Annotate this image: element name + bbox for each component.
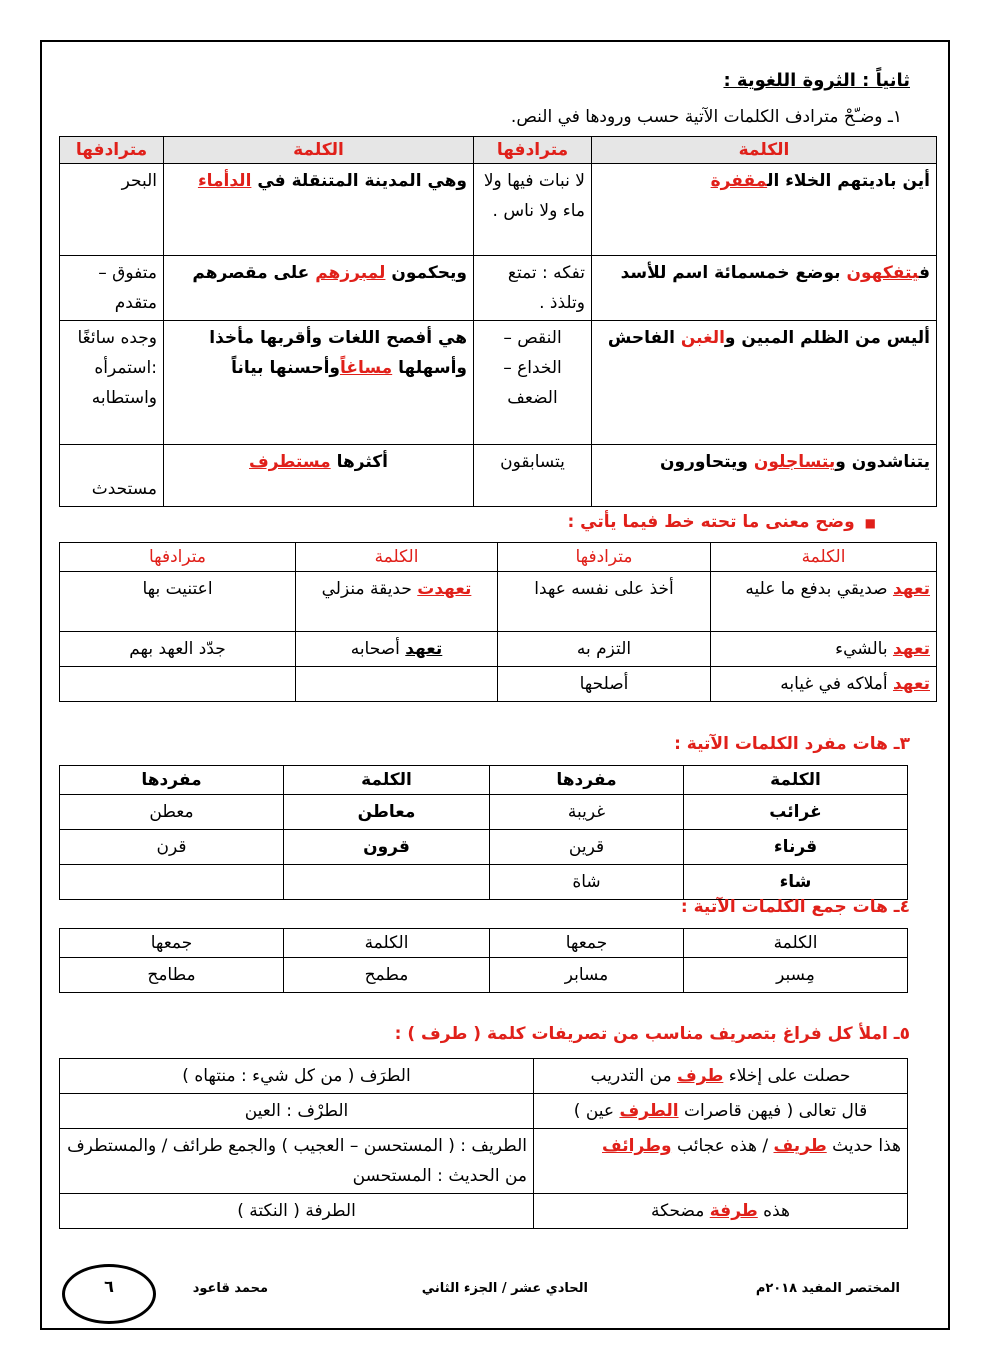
q3-singular-cell: غريبة <box>490 795 684 830</box>
q2-header-synonym: مترادفها <box>60 543 296 572</box>
bullet-icon: ■ <box>864 516 876 530</box>
page-number-oval <box>62 1264 156 1324</box>
q1-synonym-cell: البحر <box>60 164 164 256</box>
q1-word-cell: ويحكمون لمبرزهم على مقصرهم <box>164 256 474 321</box>
q2-word-cell: تعهد بالشيء <box>711 632 937 667</box>
table-row <box>60 1094 908 1129</box>
q2-table <box>59 542 937 702</box>
footer-grade: الحادي عشر / الجزء الثاني <box>421 1281 588 1296</box>
q3-singular-cell: قرين <box>490 830 684 865</box>
q4-header-plural: جمعها <box>60 929 284 958</box>
footer-author: محمد قاعود <box>192 1281 268 1296</box>
q2-synonym-cell: أصلحها <box>498 667 711 702</box>
q1-table <box>59 136 937 507</box>
q2-synonym-cell <box>60 667 296 702</box>
q1-word-cell: أكثرها مستطرف <box>164 445 474 507</box>
q3-header-singular: مفردها <box>490 766 684 795</box>
q2-header-word: الكلمة <box>711 543 937 572</box>
q4-instruction: ٤ـ هات جمع الكلمات الآتية : <box>680 897 910 917</box>
table-row <box>60 865 908 900</box>
q2-word-cell: تعهد أصحابه <box>296 632 498 667</box>
table-row <box>60 1194 908 1229</box>
q4-plural-cell: مطامح <box>60 958 284 993</box>
q3-word-cell: غرائب <box>684 795 908 830</box>
table-row <box>60 1059 908 1094</box>
q3-word-cell <box>284 865 490 900</box>
q1-synonym-cell: متفوق – متقدم <box>60 256 164 321</box>
table-row <box>60 667 937 702</box>
q4-header-plural: جمعها <box>490 929 684 958</box>
q3-singular-cell: معطن <box>60 795 284 830</box>
q1-word-cell: وهي المدينة المتنقلة في الدأماء <box>164 164 474 256</box>
table-row <box>60 572 937 632</box>
q2-header-row <box>60 543 937 572</box>
q3-header-word: الكلمة <box>284 766 490 795</box>
footer-book: المختصر المفيد ٢٠١٨م <box>755 1281 900 1296</box>
q5-table <box>59 1058 908 1229</box>
q4-header-word: الكلمة <box>284 929 490 958</box>
q3-word-cell: قرون <box>284 830 490 865</box>
section-title: ثانياً : الثروة اللغوية : <box>723 70 910 91</box>
table-row <box>60 830 908 865</box>
table-row <box>60 1129 908 1194</box>
q2-header-synonym: مترادفها <box>498 543 711 572</box>
q1-synonym-cell: وجده سائغًا :استمرأه واستطابه <box>60 321 164 445</box>
q3-header-singular: مفردها <box>60 766 284 795</box>
q1-word-cell: يتناشدون ويتساجلون ويتحاورون <box>592 445 937 507</box>
q1-word-cell: فيتفكهون بوضع خمسمائة اسم للأسد <box>592 256 937 321</box>
q2-synonym-cell: اعتنيت بها <box>60 572 296 632</box>
q1-synonym-cell: مستحدث <box>60 445 164 507</box>
q5-meaning-cell: الطرَف ( من كل شيء : منتهاه ) <box>60 1059 534 1094</box>
q2-synonym-cell: جدّد العهد بهم <box>60 632 296 667</box>
q1-word-cell: أليس من الظلم المبين والغبن الفاحش <box>592 321 937 445</box>
table-row <box>60 632 937 667</box>
q4-table <box>59 928 908 993</box>
q1-synonym-cell: لا نبات فيها ولا ماء ولا ناس . <box>474 164 592 256</box>
q3-header-word: الكلمة <box>684 766 908 795</box>
q2-synonym-cell: أخذ على نفسه عهدا <box>498 572 711 632</box>
page-number: ٦ <box>104 1277 114 1296</box>
q4-header-word: الكلمة <box>684 929 908 958</box>
q4-plural-cell: مسابر <box>490 958 684 993</box>
q3-word-cell: قرناء <box>684 830 908 865</box>
q3-table <box>59 765 908 900</box>
q5-meaning-cell: الطرفة ( النكتة ) <box>60 1194 534 1229</box>
q2-word-cell: تعهدت حديقة منزلي <box>296 572 498 632</box>
q2-synonym-cell: التزم به <box>498 632 711 667</box>
q3-singular-cell: قرن <box>60 830 284 865</box>
q3-header-row <box>60 766 908 795</box>
q2-word-cell <box>296 667 498 702</box>
table-row <box>60 958 908 993</box>
q1-header-synonym: مترادفها <box>60 137 164 164</box>
q1-word-cell: أين باديتهم الخلاء المقفرة <box>592 164 937 256</box>
q3-singular-cell: شاة <box>490 865 684 900</box>
q5-sentence-cell: حصلت على إخلاء طرف من التدريب <box>534 1059 908 1094</box>
q2-word-cell: تعهد صديقي بدفع ما عليه <box>711 572 937 632</box>
q2-word-cell: تعهد أملاكه في غيابه <box>711 667 937 702</box>
q2-header-word: الكلمة <box>296 543 498 572</box>
q5-sentence-cell: قال تعالى ( فيهن قاصرات الطرف عين ) <box>534 1094 908 1129</box>
q4-word-cell: مطمح <box>284 958 490 993</box>
q3-singular-cell <box>60 865 284 900</box>
q5-meaning-cell: الطرْف : العين <box>60 1094 534 1129</box>
q5-sentence-cell: هذه طرفة مضحكة <box>534 1194 908 1229</box>
table-row <box>60 795 908 830</box>
q3-word-cell: معاطن <box>284 795 490 830</box>
q5-instruction: ٥ـ املأ كل فراغ بتصريف مناسب من تصريفات كلمة ( طرف ) : <box>394 1024 910 1044</box>
q5-meaning-cell: الطريف : ( المستحسن – العجيب ) والجمع طرائف / والمستطرف من الحديث : المستحسن <box>60 1129 534 1194</box>
table-row <box>60 321 937 445</box>
q3-word-cell: شاء <box>684 865 908 900</box>
q1-synonym-cell: تفكه : تمتع وتلذذ . <box>474 256 592 321</box>
q1-word-cell: هي أفصح اللغات وأقربها مأخذا وأسهلها مساغاًوأحسنها بياناً <box>164 321 474 445</box>
q3-instruction: ٣ـ هات مفرد الكلمات الآتية : <box>674 734 910 754</box>
q1-instruction: ١ـ وضـّحْ مترادف الكلمات الآتية حسب ورودها في النص. <box>510 107 902 127</box>
q1-header-row <box>60 137 937 164</box>
table-row <box>60 256 937 321</box>
q5-sentence-cell: هذا حديث طريف / هذه عجائب وطرائف <box>534 1129 908 1194</box>
table-row <box>60 164 937 256</box>
q1-header-synonym: مترادفها <box>474 137 592 164</box>
q1-header-word: الكلمة <box>164 137 474 164</box>
q2-instruction: ■وضح معنى ما تحته خط فيما يأتي : <box>567 512 876 532</box>
q1-header-word: الكلمة <box>592 137 937 164</box>
q1-synonym-cell: النقص – الخداع – الضعف <box>474 321 592 445</box>
q4-word-cell: مِسبر <box>684 958 908 993</box>
table-row <box>60 445 937 507</box>
q4-header-row <box>60 929 908 958</box>
q1-synonym-cell: يتسابقون <box>474 445 592 507</box>
